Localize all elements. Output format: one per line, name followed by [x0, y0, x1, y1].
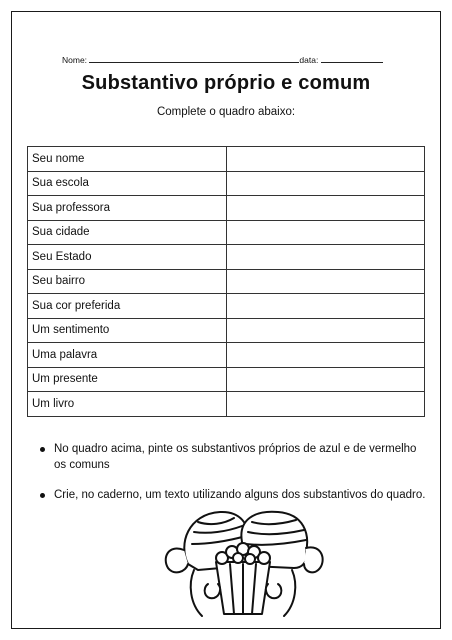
name-label: Nome:	[62, 55, 88, 65]
row-label: Um livro	[28, 392, 227, 417]
list-item	[36, 487, 426, 503]
table-row	[28, 343, 425, 368]
table-row	[28, 318, 425, 343]
row-label: Seu Estado	[28, 245, 227, 270]
name-date-line	[62, 55, 383, 65]
instruction-text: No quadro acima, pinte os substantivos próprios de azul e de vermelho os comuns	[54, 443, 417, 471]
table-row	[28, 269, 425, 294]
answer-cell[interactable]	[227, 171, 425, 196]
page-subtitle: Complete o quadro abaixo:	[156, 106, 296, 118]
kids-popcorn-icon	[158, 504, 328, 618]
row-label: Sua cidade	[28, 220, 227, 245]
answer-cell[interactable]	[227, 269, 425, 294]
row-label: Sua escola	[28, 171, 227, 196]
row-label: Um presente	[28, 367, 227, 392]
row-label: Sua cor preferida	[28, 294, 227, 319]
table-row	[28, 147, 425, 172]
row-label: Uma palavra	[28, 343, 227, 368]
answer-cell[interactable]	[227, 318, 425, 343]
table-row	[28, 220, 425, 245]
list-item	[36, 441, 426, 473]
row-label: Seu nome	[28, 147, 227, 172]
answer-cell[interactable]	[227, 220, 425, 245]
name-field[interactable]	[89, 55, 299, 63]
bullet-icon	[40, 447, 45, 452]
answer-cell[interactable]	[227, 147, 425, 172]
table-row	[28, 171, 425, 196]
answer-cell[interactable]	[227, 196, 425, 221]
answer-cell[interactable]	[227, 294, 425, 319]
row-label: Sua professora	[28, 196, 227, 221]
answer-cell[interactable]	[227, 343, 425, 368]
table-row	[28, 196, 425, 221]
answer-cell[interactable]	[227, 245, 425, 270]
table-row	[28, 392, 425, 417]
page-title: Substantivo próprio e comum	[81, 72, 371, 94]
table-row	[28, 367, 425, 392]
table-row	[28, 245, 425, 270]
answer-cell[interactable]	[227, 392, 425, 417]
answer-table	[27, 146, 425, 417]
answer-cell[interactable]	[227, 367, 425, 392]
bullet-icon	[40, 493, 45, 498]
row-label: Seu bairro	[28, 269, 227, 294]
row-label: Um sentimento	[28, 318, 227, 343]
table-row	[28, 294, 425, 319]
date-field[interactable]	[321, 55, 383, 63]
instruction-text: Crie, no caderno, um texto utilizando alguns dos substantivos do quadro.	[54, 489, 426, 501]
date-label: data:	[299, 55, 319, 65]
